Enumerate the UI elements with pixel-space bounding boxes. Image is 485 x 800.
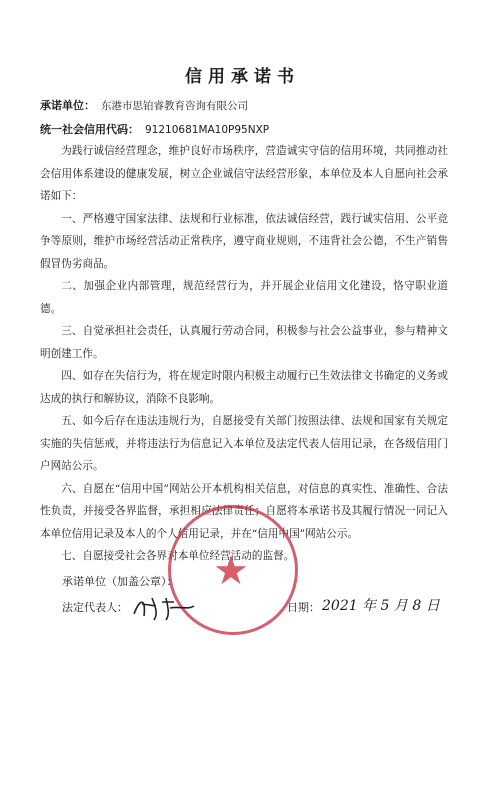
- date-value: 2021 年 5 月 8 日: [322, 598, 440, 614]
- document-title: 信用承诺书: [185, 67, 300, 87]
- paragraph-1: 一、严格遵守国家法律、法规和行业标准，依法诚信经营，践行诚实信用、公平竞争等原则，维护市场经营活动正常秩序，遵守商业规则，不违背社会公德，不生产销售假冒伪劣商品。: [40, 212, 448, 270]
- paragraph-2: 二、加强企业内部管理，规范经营行为，并开展企业信用文化建设，恪守职业道德。: [40, 280, 448, 315]
- unit-name: 东港市思铂睿教育咨询有限公司: [101, 100, 248, 112]
- credit-code-line: [40, 121, 269, 137]
- paragraph-3: 三、自觉承担社会责任，认真履行劳动合同，积极参与社会公益事业，参与精神文明创建工作。: [40, 325, 448, 360]
- date-label: 日期：: [287, 601, 320, 614]
- legal-rep-label: 法定代表人：: [62, 601, 128, 614]
- legal-rep-signature: [130, 594, 200, 626]
- unit-line: [40, 97, 248, 113]
- credit-code-value: 91210681MA10P95NXP: [145, 124, 270, 136]
- paragraph-6: 六、自愿在“信用中国”网站公开本机构相关信息，对信息的真实性、准确性、合法性负责，并接受各界监督，承担相应法律责任；自愿将本承诺书及其履行情况一同记入本单位信用记录及本人的个人信用记录，并在“信用中国”网站公示。: [40, 482, 448, 540]
- unit-label: 承诺单位：: [40, 99, 95, 112]
- credit-code-label: 统一社会信用代码：: [40, 123, 139, 136]
- paragraph-5: 五、如今后存在违法违规行为，自愿接受有关部门按照法律、法规和国家有关规定实施的失信惩戒，并将违法行为信息记入本单位及法定代表人信用记录，在各级信用门户网站公示。: [40, 415, 448, 472]
- document-body: [40, 140, 448, 568]
- sign-unit-label: 承诺单位（加盖公章）：: [62, 575, 178, 588]
- seal-star-icon: ★: [213, 548, 249, 594]
- paragraph-4: 四、如存在失信行为，将在规定时限内积极主动履行已生效法律文书确定的义务或达成的执行和解协议，消除不良影响。: [40, 370, 448, 405]
- paragraph-intro: 为践行诚信经营理念，维护良好市场秩序，营造诚实守信的信用环境，共同推动社会信用体系建设的健康发展，树立企业诚信守法经营形象，本单位及本人自愿向社会承诺如下：: [40, 145, 448, 202]
- paragraph-7: 七、自愿接受社会各界对本单位经营活动的监督。: [61, 550, 295, 562]
